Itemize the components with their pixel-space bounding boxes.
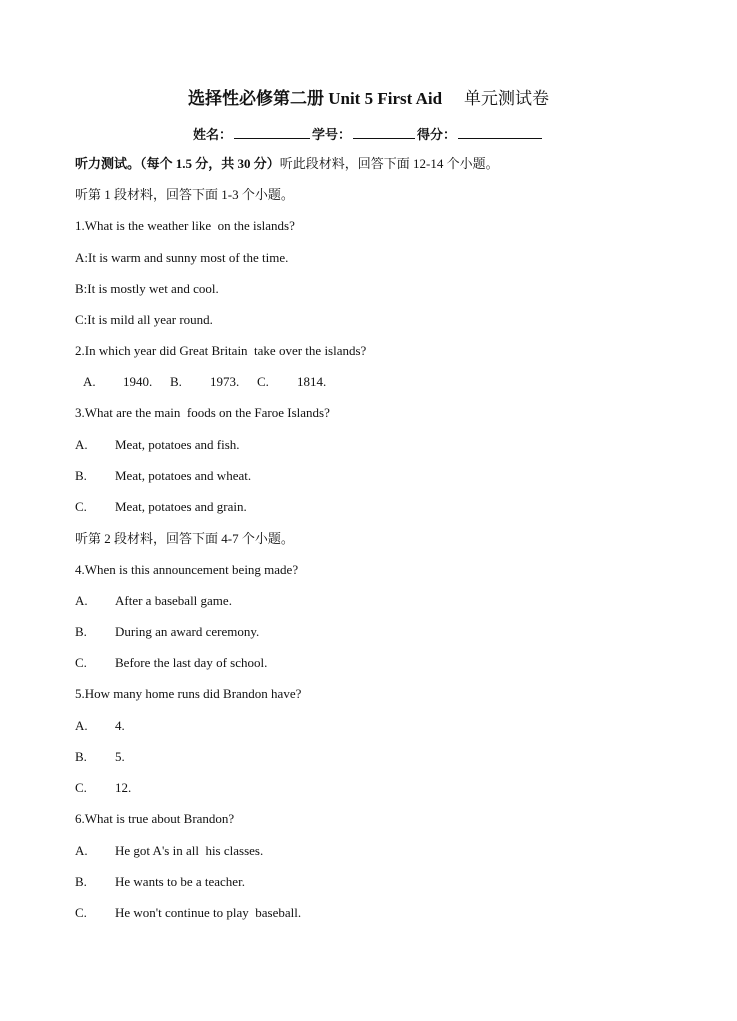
passage2-intro: 听第 2 段材料，回答下面 4-7 个小题。 — [75, 531, 294, 546]
question-6: 6.What is true about Brandon? — [75, 811, 235, 826]
name-label: 姓名： — [192, 127, 232, 142]
q4-option-a: A. After a baseball game. — [75, 593, 232, 608]
score-label: 得分： — [417, 127, 457, 142]
q3-option-c: C. Meat, potatoes and grain. — [75, 499, 247, 514]
q4-option-c: C. Before the last day of school. — [75, 655, 268, 670]
q1-option-c: C:It is mild all year round. — [75, 312, 213, 327]
question-2: 2.In which year did Great Britain take over the islands? — [75, 343, 367, 358]
question-4: 4.When is this announcement being made? — [75, 562, 299, 577]
question-3: 3.What are the main foods on the Faroe Islands? — [75, 405, 330, 420]
name-blank[interactable] — [234, 126, 310, 139]
section-intro — [75, 156, 499, 172]
page-title — [0, 84, 737, 109]
title-main: 选择性必修第二册 Unit 5 First Aid — [187, 89, 443, 108]
q2-option-b-letter: B. — [170, 374, 182, 389]
q2-option-a-text: 1940. — [123, 374, 153, 389]
q2-options — [83, 374, 326, 390]
q2-option-b-text: 1973. — [210, 374, 240, 389]
q6-option-c: C. He won't continue to play baseball. — [75, 905, 302, 920]
q5-option-b: B. 5. — [75, 749, 125, 764]
q1-option-b: B:It is mostly wet and cool. — [75, 281, 219, 296]
q4-option-b: B. During an award ceremony. — [75, 624, 260, 639]
question-1: 1.What is the weather like on the islands? — [75, 218, 295, 233]
q3-option-b: B. Meat, potatoes and wheat. — [75, 468, 252, 483]
q6-option-b: B. He wants to be a teacher. — [75, 874, 245, 889]
id-blank[interactable] — [353, 126, 415, 139]
q6-option-a: A. He got A's in all his classes. — [75, 843, 264, 858]
id-label: 学号： — [311, 127, 351, 142]
q3-option-a: A. Meat, potatoes and fish. — [75, 437, 240, 452]
score-blank[interactable] — [458, 126, 542, 139]
q2-option-c-letter: C. — [257, 374, 269, 389]
section-intro-bold: 听力测试。（每个 1.5 分，共 30 分） — [75, 156, 280, 171]
section-intro-rest: 听此段材料，回答下面 12-14 个小题。 — [279, 156, 499, 171]
q5-option-a: A. 4. — [75, 718, 125, 733]
title-sub: 单元测试卷 — [464, 89, 550, 108]
passage1-intro: 听第 1 段材料，回答下面 1-3 个小题。 — [75, 187, 294, 202]
q5-option-c: C. 12. — [75, 780, 132, 795]
student-info-row — [0, 124, 737, 143]
q1-option-a: A:It is warm and sunny most of the time. — [75, 250, 289, 265]
q2-option-a-letter: A. — [83, 374, 96, 389]
q2-option-c-text: 1814. — [297, 374, 327, 389]
question-5: 5.How many home runs did Brandon have? — [75, 686, 302, 701]
